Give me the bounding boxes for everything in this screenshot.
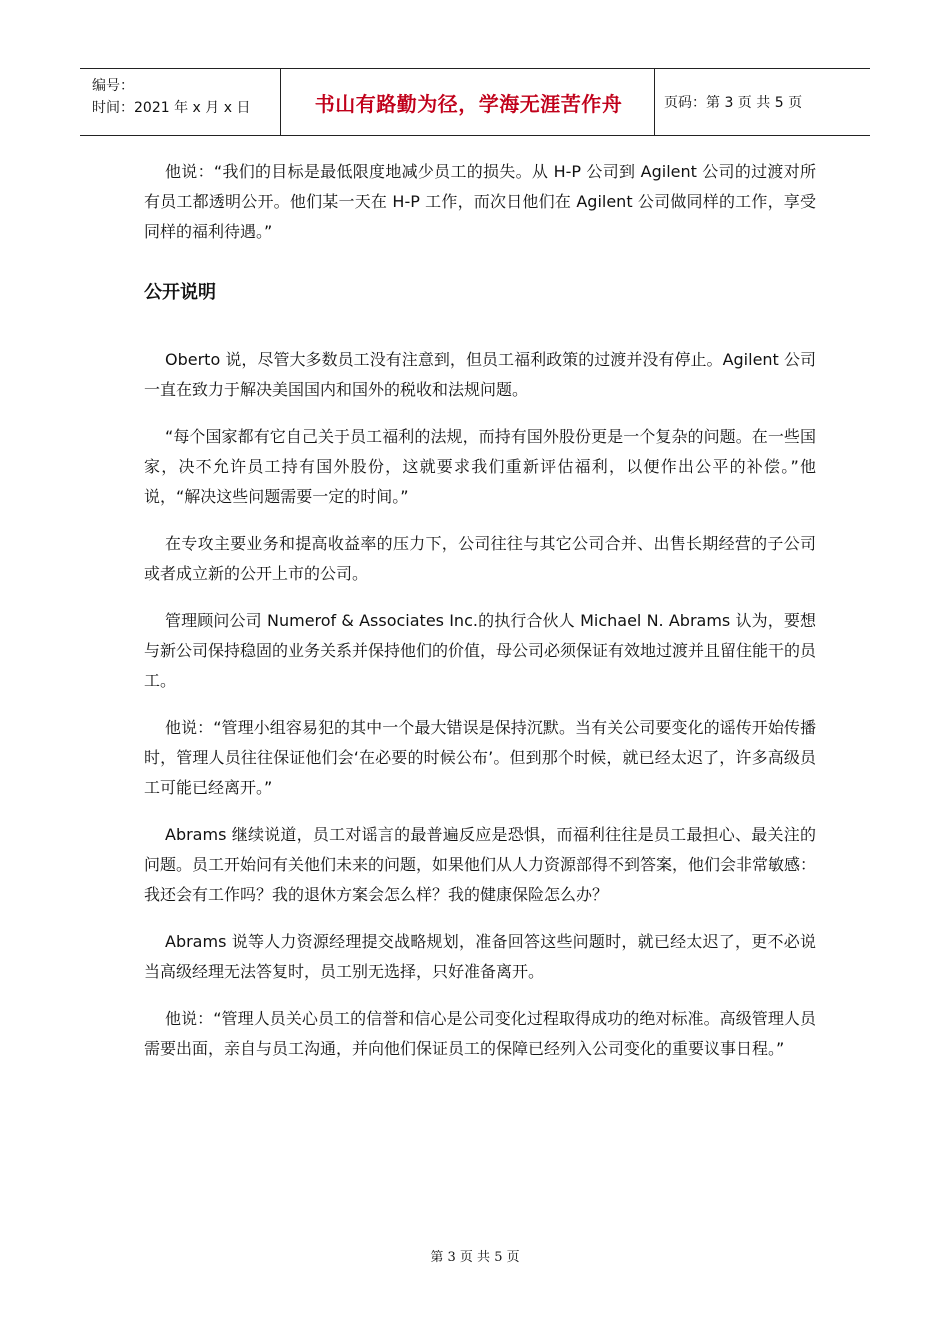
paragraph: 管理顾问公司 Numerof & Associates Inc.的执行合伙人 Michael N. Abrams 认为，要想与新公司保持稳固的业务关系并保持他们的价值，母公司必须保证有效地过渡并且留住能干的员工。 <box>144 611 817 690</box>
page-footer: 第 3 页 共 5 页 <box>430 1250 520 1265</box>
paragraph: Oberto 说，尽管大多数员工没有注意到，但员工福利政策的过渡并没有停止。Agilent 公司一直在致力于解决美国国内和国外的税收和法规问题。 <box>144 350 816 399</box>
paragraph: 他说：“我们的目标是最低限度地减少员工的损失。从 H-P 公司到 Agilent 公司的过渡对所有员工都透明公开。他们某一天在 H-P 工作，而次日他们在 Agilent 公司做同样的工作，享受同样的福利待遇。” <box>144 162 816 241</box>
paragraph: 在专攻主要业务和提高收益率的压力下，公司往往与其它公司合并、出售长期经营的子公司或者成立新的公开上市的公司。 <box>144 534 816 583</box>
section-heading: 公开说明 <box>144 282 216 303</box>
paragraph: 他说：“管理小组容易犯的其中一个最大错误是保持沉默。当有关公司要变化的谣传开始传播时，管理人员往往保证他们会‘在必要的时候公布’。但到那个时候，就已经太迟了，许多高级员工可能已经离开。” <box>144 718 816 797</box>
paragraph: “每个国家都有它自己关于员工福利的法规，而持有国外股份更是一个复杂的问题。在一些国家，决不允许员工持有国外股份，这就要求我们重新评估福利，以便作出公平的补偿。”他说，“解决这些问题需要一定的时间。” <box>144 427 816 506</box>
paragraph: Abrams 说等人力资源经理提交战略规划，准备回答这些问题时，就已经太迟了，更不必说当高级经理无法答复时，员工别无选择，只好准备离开。 <box>144 932 816 981</box>
header-page-info: 页码：第 3 页 共 5 页 <box>664 95 803 111</box>
page-header <box>80 68 870 136</box>
time-label: 时间：2021 年 x 月 x 日 <box>92 100 251 116</box>
header-divider-left <box>280 69 281 135</box>
number-label: 编号： <box>92 78 134 94</box>
paragraph: Abrams 继续说道，员工对谣言的最普遍反应是恐惧，而福利往往是员工最担心、最关注的问题。员工开始问有关他们未来的问题，如果他们从人力资源部得不到答案，他们会非常敏感：我还会有工作吗？我的退休方案会怎么样？我的健康保险怎么办？ <box>144 825 817 904</box>
header-motto: 书山有路勤为径，学海无涯苦作舟 <box>314 91 623 116</box>
header-meta <box>92 75 250 119</box>
header-divider-right <box>654 69 655 135</box>
paragraph: 他说：“管理人员关心员工的信誉和信心是公司变化过程取得成功的绝对标准。高级管理人员需要出面，亲自与员工沟通，并向他们保证员工的保障已经列入公司变化的重要议事日程。” <box>144 1009 816 1058</box>
document-body <box>144 157 816 1081</box>
